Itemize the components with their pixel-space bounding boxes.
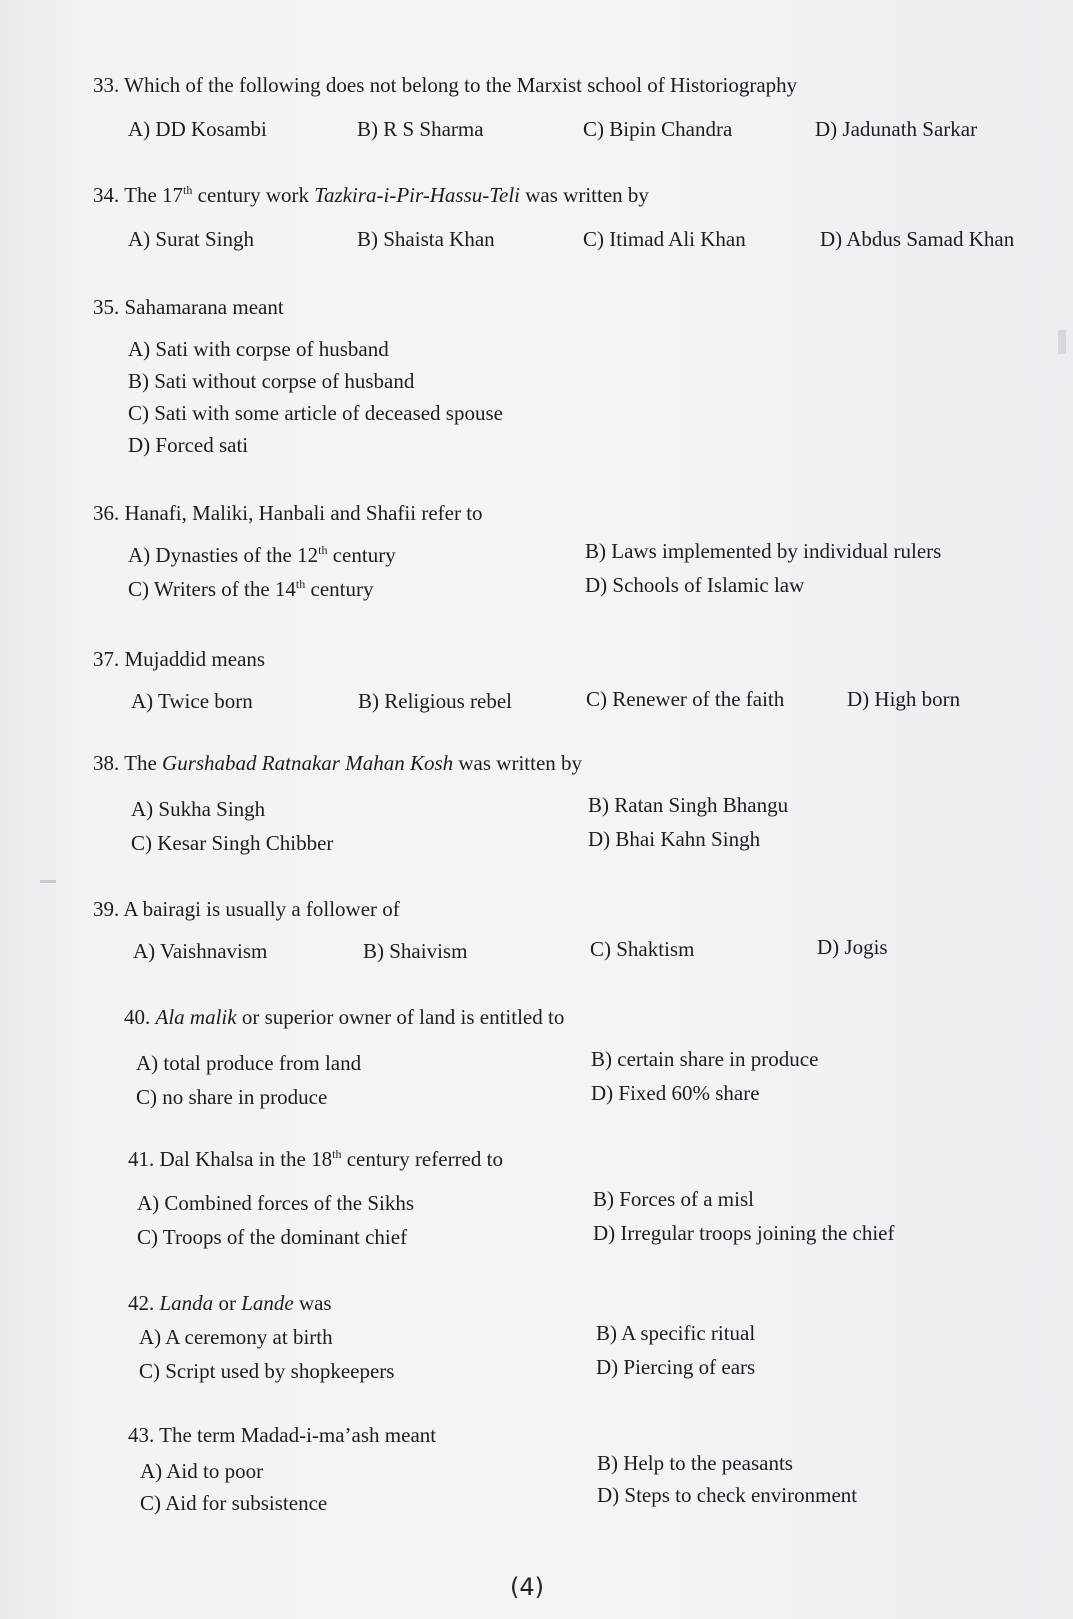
option-c: C) Renewer of the faith — [586, 687, 785, 711]
option-d: D) Abdus Samad Khan — [820, 227, 1015, 251]
question-stem: 43. The term Madad-i-ma’ash meant — [128, 1423, 437, 1447]
option-c: C) Troops of the dominant chief — [137, 1225, 408, 1249]
option-d: D) Jadunath Sarkar — [815, 117, 978, 141]
option-a: A) total produce from land — [136, 1051, 362, 1075]
option-b: B) Religious rebel — [358, 689, 512, 713]
question-stem: 42. Landa or Lande was — [128, 1291, 332, 1315]
option-c: C) Script used by shopkeepers — [139, 1359, 395, 1383]
option-a: A) Surat Singh — [128, 227, 254, 251]
scan-mark — [1058, 330, 1066, 354]
option-c: C) Writers of the 14th century — [128, 577, 374, 601]
option-c: C) Shaktism — [590, 937, 695, 961]
option-b: B) R S Sharma — [357, 117, 484, 141]
option-c: C) Aid for subsistence — [140, 1491, 328, 1515]
scan-mark — [40, 880, 56, 883]
page-number: (4) — [510, 1573, 544, 1601]
option-a: A) Aid to poor — [140, 1459, 264, 1483]
option-b: B) Shaista Khan — [357, 227, 495, 251]
option-a: A) Sukha Singh — [131, 797, 266, 821]
option-d: D) Piercing of ears — [596, 1355, 756, 1379]
option-a: A) Twice born — [131, 689, 253, 713]
question-stem: 34. The 17th century work Tazkira-i-Pir-Hassu-Teli was written by — [93, 183, 649, 207]
option-d: D) Schools of Islamic law — [585, 573, 805, 597]
option-b: B) A specific ritual — [596, 1321, 756, 1345]
option-d: D) Fixed 60% share — [591, 1081, 760, 1105]
option-a: A) A ceremony at birth — [139, 1325, 333, 1349]
option-c: C) Bipin Chandra — [583, 117, 733, 141]
option-d: D) Bhai Kahn Singh — [588, 827, 761, 851]
option-a: A) Combined forces of the Sikhs — [137, 1191, 415, 1215]
option-c: C) Itimad Ali Khan — [583, 227, 746, 251]
option-b: B) certain share in produce — [591, 1047, 819, 1071]
option-a: A) Vaishnavism — [133, 939, 268, 963]
option-b: B) Laws implemented by individual rulers — [585, 539, 942, 563]
option-d: D) Forced sati — [128, 433, 249, 457]
question-stem: 39. A bairagi is usually a follower of — [93, 897, 400, 921]
question-stem: 37. Mujaddid means — [93, 647, 266, 671]
option-b: B) Shaivism — [363, 939, 468, 963]
option-c: C) Sati with some article of deceased spouse — [128, 401, 503, 425]
option-d: D) Steps to check environment — [597, 1483, 858, 1507]
option-c: C) Kesar Singh Chibber — [131, 831, 334, 855]
option-a: A) Sati with corpse of husband — [128, 337, 389, 361]
option-b: B) Sati without corpse of husband — [128, 369, 415, 393]
option-b: B) Forces of a misl — [593, 1187, 754, 1211]
option-a: A) DD Kosambi — [128, 117, 267, 141]
option-b: B) Ratan Singh Bhangu — [588, 793, 789, 817]
question-stem: 36. Hanafi, Maliki, Hanbali and Shafii refer to — [93, 501, 483, 525]
option-d: D) Irregular troops joining the chief — [593, 1221, 895, 1245]
option-b: B) Help to the peasants — [597, 1451, 793, 1475]
question-stem: 35. Sahamarana meant — [93, 295, 284, 319]
question-stem: 41. Dal Khalsa in the 18th century referred to — [128, 1147, 503, 1171]
option-a: A) Dynasties of the 12th century — [128, 543, 396, 567]
question-stem: 38. The Gurshabad Ratnakar Mahan Kosh was written by — [93, 751, 583, 775]
option-c: C) no share in produce — [136, 1085, 328, 1109]
option-d: D) Jogis — [817, 935, 888, 959]
question-stem: 40. Ala malik or superior owner of land is entitled to — [124, 1005, 565, 1029]
question-stem: 33. Which of the following does not belong to the Marxist school of Historiography — [93, 73, 798, 97]
option-d: D) High born — [847, 687, 961, 711]
